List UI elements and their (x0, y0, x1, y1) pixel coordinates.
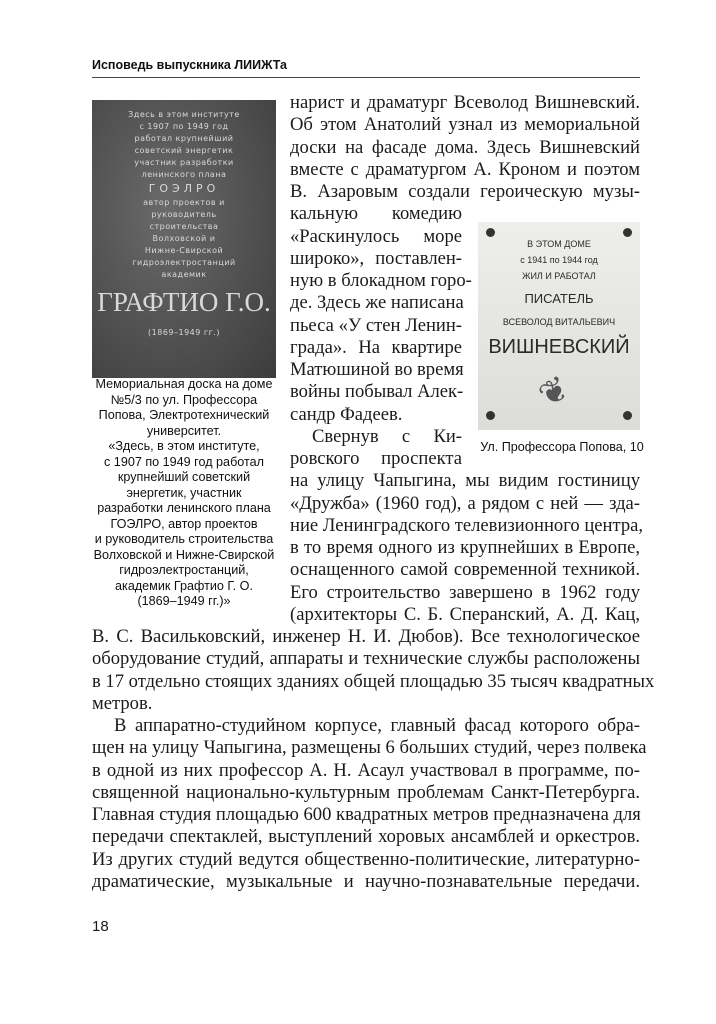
bolt-icon (623, 411, 632, 420)
photo-caption-vishnevsky: Ул. Профессора Попова, 10 (480, 440, 644, 454)
caption-line: с 1907 по 1949 год работал (104, 454, 264, 469)
plaque-text: советский энергетик (134, 146, 234, 155)
plaque-text: ГОЭЛРО (148, 182, 220, 195)
text-line: широко», поставлен- (290, 247, 462, 269)
plaque-text: участник разработки (134, 158, 234, 167)
text-line: «Раскинулось море (290, 225, 462, 247)
text-line: передачи спектаклей, выступлений хоровых ансамблей и оркестров. (92, 826, 640, 848)
caption-line: (1869–1949 гг.)» (137, 594, 231, 608)
laurel-branch-icon: ❦ (532, 369, 577, 416)
text-line: де. Здесь же написана (290, 292, 464, 314)
plaque-text: ПИСАТЕЛЬ (524, 291, 594, 306)
bolt-icon (486, 411, 495, 420)
plaque-text: ЖИЛ И РАБОТАЛ (522, 271, 596, 281)
bolt-icon (486, 228, 495, 237)
caption-line: энергетик, участник (126, 485, 242, 500)
text-line: в 17 отдельно стоящих зданиях общей площадью 35 тысяч квадратных (92, 670, 655, 692)
caption-line: Мемориальная доска на доме (95, 377, 273, 391)
plaque-text: ВСЕВОЛОД ВИТАЛЬЕВИЧ (502, 317, 616, 327)
plaque-text: строительства (149, 222, 219, 231)
text-line: Из других студий ведутся общественно-политические, литературно- (92, 848, 640, 870)
caption-line: «Здесь, в этом институте, (108, 439, 260, 453)
text-line: в одной из них профессор А. Н. Асаул участвовал в программе, по- (92, 759, 640, 781)
plaque-text: (1869–1949 гг.) (148, 328, 220, 337)
text-line: Его строительство завершено в 1962 году (290, 581, 640, 603)
caption-line: гидроэлектростанций, (119, 563, 249, 577)
text-line: ние Ленинградского телевизионного центра, (290, 514, 644, 536)
caption-line: Попова, Электротехнический (98, 408, 270, 422)
text-line: В. С. Васильковский, инженер Н. И. Дюбов). Все технологическое (92, 626, 640, 647)
plaque-text: с 1907 по 1949 год (139, 122, 229, 131)
header-rule (92, 77, 640, 78)
text-line: града». На квартире (290, 336, 462, 358)
text-line: ную в блокадном горо- (290, 270, 472, 291)
plaque-text: руководитель (151, 210, 217, 219)
caption-line: Волховской и Нижне-Свирской (93, 547, 275, 562)
text-line: метров. (92, 692, 153, 714)
plaque-text: В ЭТОМ ДОМЕ (527, 239, 591, 249)
text-line: Свернув с Ки- (312, 425, 462, 447)
text-line: священной национально-культурным проблемам Санкт-Петербурга. (92, 781, 640, 803)
plaque-text: ВИШНЕВСКИЙ (488, 336, 630, 358)
text-line: оборудование студий, аппараты и технические службы расположены (92, 648, 640, 670)
text-line: доски на фасаде дома. Здесь Вишневский (290, 136, 640, 158)
memorial-plaque-photo-graftio (92, 100, 276, 378)
text-line: Матюшиной во время (290, 359, 464, 380)
text-line: щен на улицу Чапыгина, размещены 6 больших студий, через полвека (92, 737, 647, 759)
plaque-text: ГРАФТИО Г.О. (97, 287, 271, 317)
text-line: войны побывал Алек- (290, 381, 464, 403)
text-line: «Дружба» (1960 год), а рядом с ней — зда- (290, 492, 640, 514)
plaque-text: гидроэлектростанций (132, 258, 236, 267)
text-line: ровского проспекта (290, 448, 462, 469)
page-number: 18 (92, 918, 109, 935)
plaque-text: автор проектов и (143, 198, 225, 207)
memorial-plaque-photo-vishnevsky (478, 222, 640, 430)
plaque-text: с 1941 по 1944 год (520, 255, 598, 265)
text-line: пьеса «У стен Ленин- (290, 314, 462, 336)
caption-line: академик Графтио Г. О. (115, 578, 253, 593)
text-line: В. Азаровым создали героическую музы- (290, 181, 640, 202)
plaque-text: Здесь в этом институте (128, 110, 240, 119)
bolt-icon (623, 228, 632, 237)
text-line: в то время одного из крупнейших в Европе, (290, 537, 640, 558)
text-line: сандр Фадеев. (290, 403, 403, 425)
text-line: (архитекторы С. Б. Сперанский, А. Д. Кац, (290, 603, 640, 625)
caption-line: ГОЭЛРО, автор проектов (110, 516, 258, 531)
plaque-text: Волховской и (152, 234, 216, 243)
text-line: оснащенного самой современной техникой. (290, 559, 640, 581)
plaque-text: ленинского плана (141, 170, 227, 179)
running-header: Исповедь выпускника ЛИИЖТа (92, 58, 287, 72)
text-line: вместе с драматургом А. Кроном и поэтом (290, 158, 640, 180)
text-line: нарист и драматург Всеволод Вишневский. (290, 92, 640, 113)
text-line: В аппаратно-студийном корпусе, главный фасад которого обра- (114, 715, 640, 736)
text-line: Главная студия площадью 600 квадратных метров предназначена для (92, 804, 641, 825)
text-line: кальную комедию (290, 203, 462, 225)
text-line: на улицу Чапыгина, мы видим гостиницу (290, 470, 640, 492)
plaque-text: работал крупнейший (134, 134, 234, 143)
caption-line: университет. (146, 423, 222, 438)
text-line: Об этом Анатолий узнал из мемориальной (290, 114, 640, 136)
caption-line: №5/3 по ул. Профессора (110, 392, 258, 407)
caption-line: крупнейший советский (117, 470, 251, 484)
text-line: драматические, музыкальные и научно-познавательные передачи. (92, 870, 640, 892)
caption-line: и руководитель строительства (94, 532, 274, 546)
plaque-text: Нижне-Свирской (144, 246, 224, 255)
caption-line: разработки ленинского плана (97, 501, 271, 515)
plaque-text: академик (161, 270, 207, 279)
photo-caption-graftio (82, 377, 286, 610)
